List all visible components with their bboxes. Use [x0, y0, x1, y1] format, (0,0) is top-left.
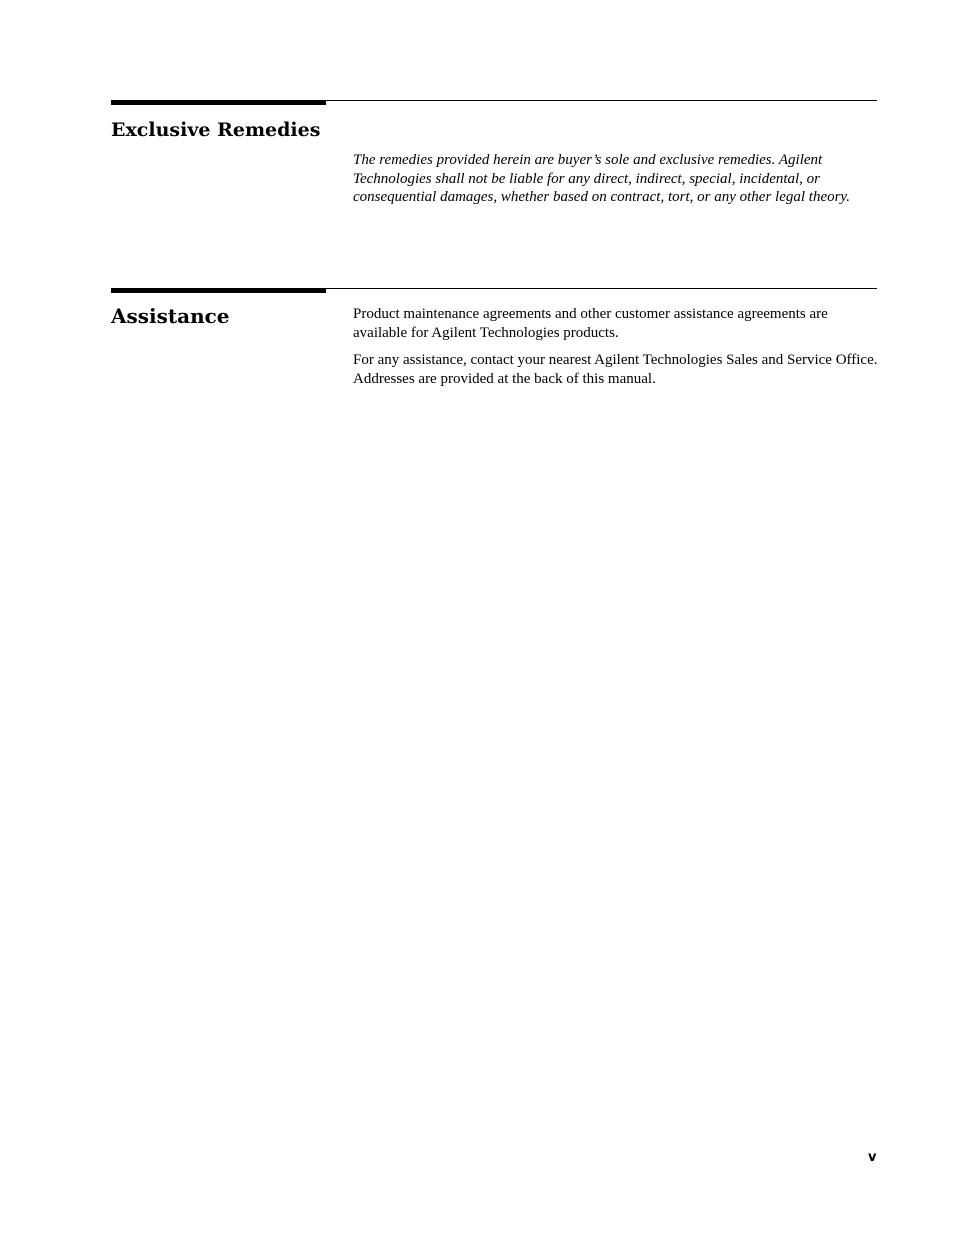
- section-rule-thick: [111, 100, 326, 105]
- section-rule-thin: [326, 288, 877, 289]
- paragraph: The remedies provided herein are buyer’s sole and exclusive remedies. Agilent Technologies shall not be liable for any direct, indirect, special, incidental, or consequential damages, whether based on contract, tort, or any other legal theory.: [353, 152, 851, 206]
- section-assistance: [111, 288, 877, 408]
- section-rule-thick: [111, 288, 326, 293]
- section-heading: Assistance: [111, 304, 230, 328]
- section-body: [353, 151, 881, 216]
- page-number: v: [868, 1150, 877, 1165]
- paragraph: For any assistance, contact your nearest Agilent Technologies Sales and Service Office. Addresses are provided at the back of this manual.: [353, 352, 878, 387]
- section-exclusive-remedies: [111, 100, 877, 240]
- paragraph: Product maintenance agreements and other customer assistance agreements are available for Agilent Technologies products.: [353, 306, 828, 341]
- section-body: [353, 305, 881, 397]
- section-heading: Exclusive Remedies: [111, 119, 321, 141]
- section-rule-thin: [326, 100, 877, 101]
